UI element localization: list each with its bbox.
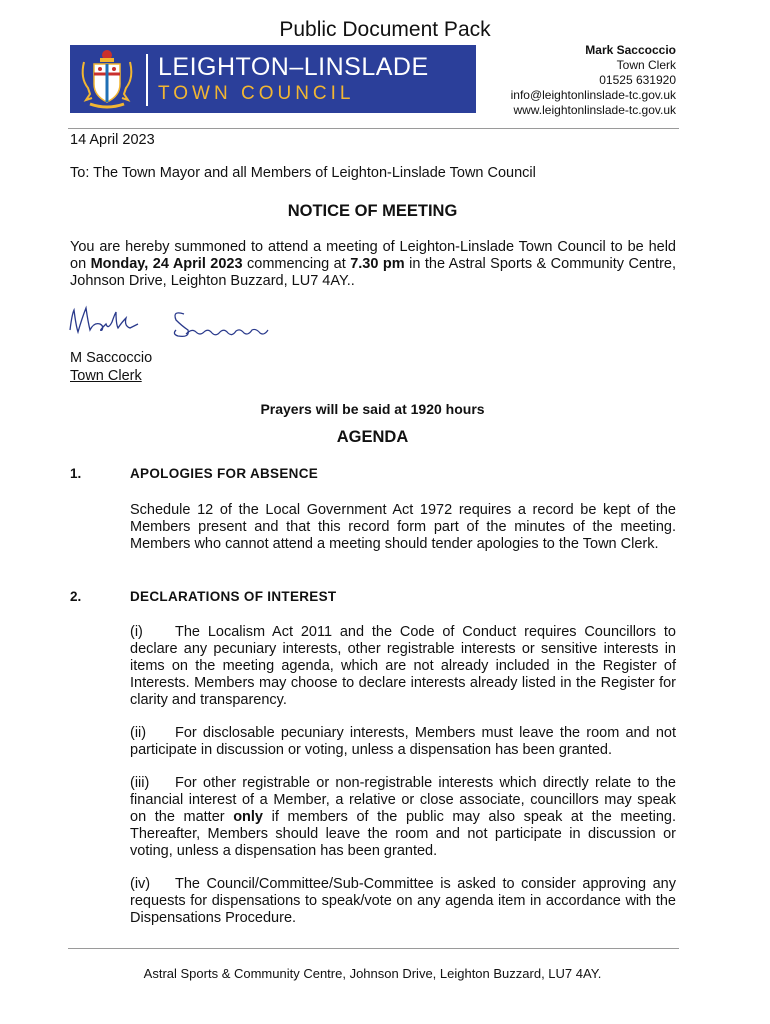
sub-item — [130, 725, 676, 759]
summons-text-1: You are hereby summoned to attend a meeting of Leighton-Linslade Town Council to be held on — [70, 239, 676, 272]
item-heading: APOLOGIES FOR ABSENCE — [130, 466, 319, 481]
summons-text-2: commencing at — [242, 256, 351, 272]
council-type: TOWN COUNCIL — [158, 83, 355, 104]
sub-item-text: For disclosable pecuniary interests, Members must leave the room and not participate in discussion or voting, unless a dispensation has been granted. — [130, 725, 676, 758]
contact-phone: 01525 631920 — [599, 73, 676, 87]
clerk-title: Town Clerk — [70, 368, 142, 384]
sub-item-text: if members of the public may also speak at the meeting. Thereafter, Members should leave the room and not participate in discussion or voting, unless a dispensation has been granted. — [130, 809, 676, 859]
clerk-name: M Saccoccio — [70, 350, 153, 366]
sub-item — [130, 876, 676, 927]
sub-item-label: (ii) — [130, 725, 147, 741]
banner-divider — [146, 54, 148, 106]
sub-item-text: For other registrable or non-registrable interests which directly relate to the financial interest of a Member, a relative or close associate, councillors may speak on the matter — [130, 775, 676, 825]
meeting-time: 7.30 pm — [350, 256, 405, 272]
document-pack-title: Public Document Pack — [279, 18, 491, 41]
notice-title: NOTICE OF MEETING — [287, 202, 458, 220]
contact-email[interactable]: info@leightonlinslade-tc.gov.uk — [510, 88, 676, 102]
addressee-line: To: The Town Mayor and all Members of Leighton-Linslade Town Council — [70, 165, 536, 181]
letter-date: 14 April 2023 — [70, 132, 155, 148]
prayers-notice: Prayers will be said at 1920 hours — [260, 401, 485, 417]
agenda-title: AGENDA — [336, 428, 409, 446]
sub-item-label: (iii) — [130, 775, 150, 791]
footer-address: Astral Sports & Community Centre, Johnson Drive, Leighton Buzzard, LU7 4AY. — [143, 966, 602, 981]
footer-divider — [68, 948, 679, 949]
sub-item-emphasis: only — [233, 809, 263, 825]
header-divider — [68, 128, 679, 129]
contact-block — [511, 43, 676, 118]
clerk-signature — [64, 300, 274, 348]
item-heading: DECLARATIONS OF INTEREST — [130, 589, 337, 604]
sub-item-text: The Localism Act 2011 and the Code of Conduct requires Councillors to declare any pecuniary interests, other registrable interests or sensitive interests in items on the meeting agenda, which are not already included in the Register of Interests. Members may choose to declare interests already listed in the Register for clarity and transparency. — [130, 624, 676, 708]
sub-item — [130, 624, 676, 709]
contact-name: Mark Saccoccio — [585, 43, 676, 57]
sub-item-label: (iv) — [130, 876, 151, 892]
council-banner — [70, 45, 476, 113]
council-name: LEIGHTON–LINSLADE — [158, 53, 429, 81]
item-number: 2. — [70, 589, 82, 604]
meeting-date: Monday, 24 April 2023 — [90, 256, 243, 272]
item-number: 1. — [70, 466, 82, 481]
summons-text-3: in the Astral Sports & Community Centre, Johnson Drive, Leighton Buzzard, LU7 4AY.. — [70, 256, 676, 289]
contact-title: Town Clerk — [616, 58, 676, 72]
summons-paragraph — [70, 239, 676, 290]
coat-of-arms-icon — [78, 48, 136, 110]
contact-website[interactable]: www.leightonlinslade-tc.gov.uk — [513, 103, 676, 117]
sub-item-text: The Council/Committee/Sub-Committee is asked to consider approving any requests for dispensations to speak/vote on any agenda item in accordance with the Dispensations Procedure. — [130, 876, 676, 926]
item-body: Schedule 12 of the Local Government Act 1972 requires a record be kept of the Members present and that this record form part of the minutes of the meeting. Members who cannot attend a meeting should tender apologies to the Town Clerk. — [130, 502, 676, 552]
sub-item — [130, 775, 676, 860]
sub-item-label: (i) — [130, 624, 143, 640]
